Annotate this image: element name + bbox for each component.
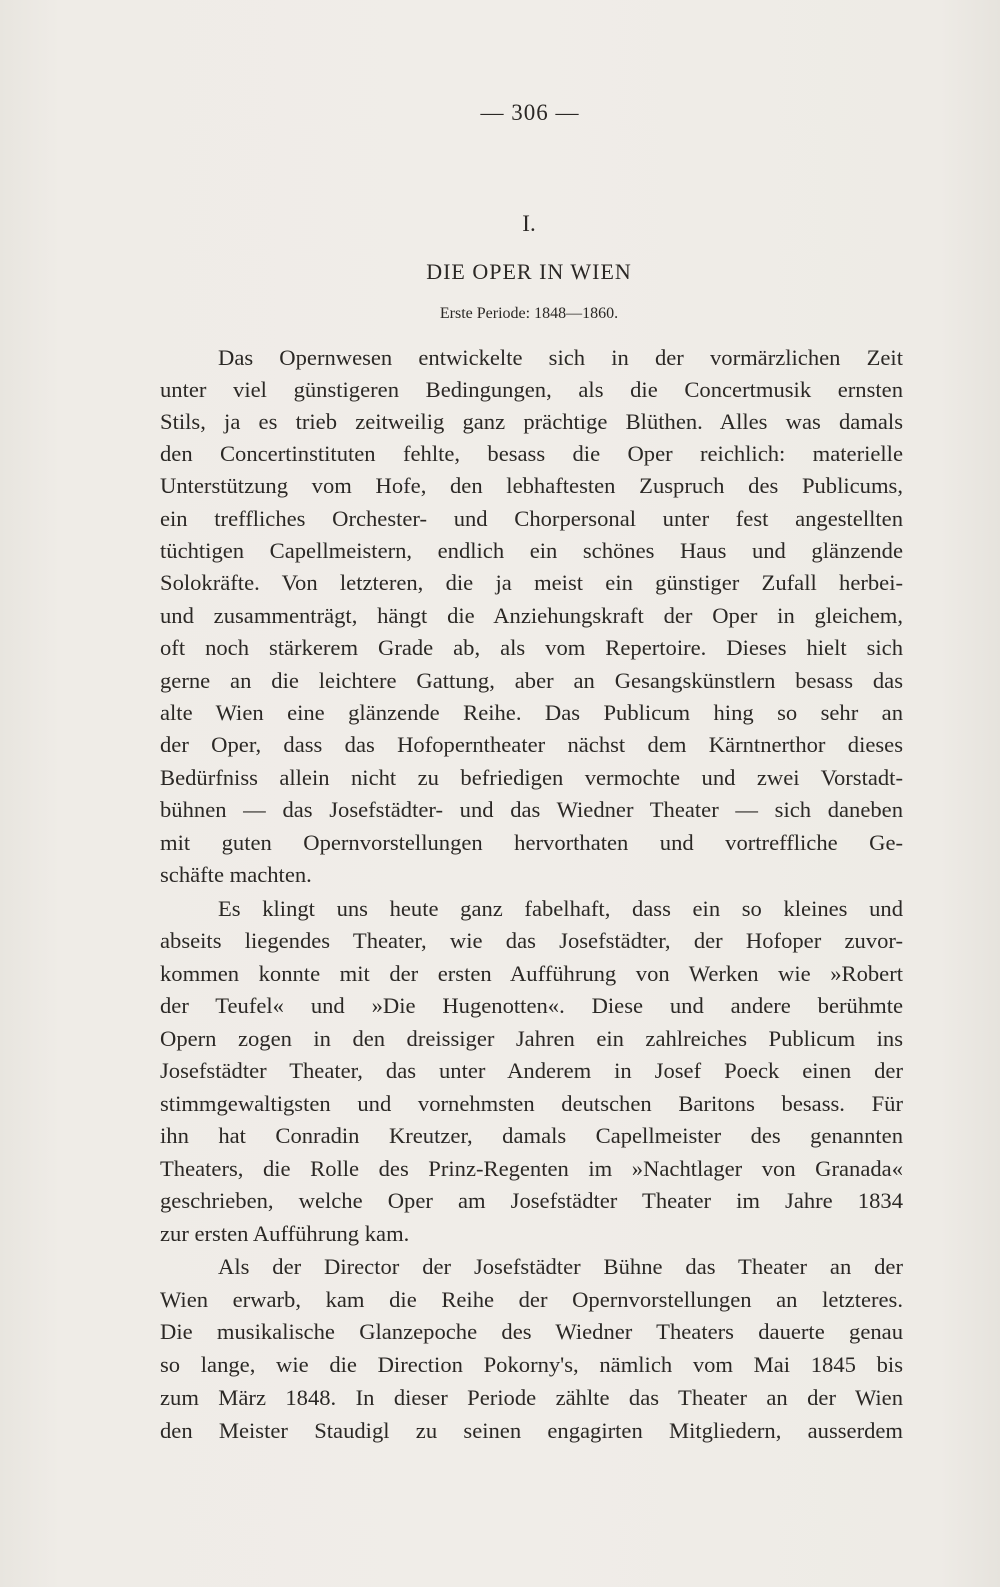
chapter-subtitle: Erste Periode: 1848—1860. <box>439 305 619 322</box>
text-line: Solokräfte. Von letzteren, die ja meist ein günstiger Zufall herbei- <box>160 570 903 595</box>
text-line: zum März 1848. In dieser Periode zählte das Theater an der Wien <box>160 1385 903 1410</box>
text-line: geschrieben, welche Oper am Josefstädter Theater im Jahre 1834 <box>160 1188 903 1213</box>
text-line: so lange, wie die Direction Pokorny's, nämlich vom Mai 1845 bis <box>160 1352 903 1377</box>
text-line: und zusammenträgt, hängt die Anziehungskraft der Oper in gleichem, <box>160 603 903 628</box>
text-line: Josefstädter Theater, das unter Anderem in Josef Poeck einen der <box>160 1058 903 1083</box>
text-line: bühnen — das Josefstädter- und das Wiedner Theater — sich daneben <box>160 797 903 822</box>
text-line: gerne an die leichtere Gattung, aber an Gesangskünstlern besass das <box>160 668 903 693</box>
text-line: den Concertinstituten fehlte, besass die Oper reichlich: materielle <box>160 441 903 466</box>
text-line: Wien erwarb, kam die Reihe der Opernvorstellungen an letzteres. <box>160 1287 903 1312</box>
text-line: stimmgewaltigsten und vornehmsten deutschen Baritons besass. Für <box>160 1091 903 1116</box>
text-line: kommen konnte mit der ersten Aufführung von Werken wie »Robert <box>160 961 903 986</box>
text-line: oft noch stärkerem Grade ab, als vom Repertoire. Dieses hielt sich <box>160 635 903 660</box>
text-line: zur ersten Aufführung kam. <box>160 1221 410 1246</box>
text-line: Opern zogen in den dreissiger Jahren ein zahlreiches Publicum ins <box>160 1026 903 1051</box>
text-line: schäfte machten. <box>160 862 312 887</box>
text-line: Die musikalische Glanzepoche des Wiedner Theaters dauerte genau <box>160 1319 903 1344</box>
text-line: Bedürfniss allein nicht zu befriedigen vermochte und zwei Vorstadt- <box>160 765 903 790</box>
text-line: unter viel günstigeren Bedingungen, als die Concertmusik ernsten <box>160 377 903 402</box>
text-line: Als der Director der Josefstädter Bühne das Theater an der <box>218 1254 903 1279</box>
text-line: Stils, ja es trieb zeitweilig ganz prächtige Blüthen. Alles was damals <box>160 409 903 434</box>
text-line: den Meister Staudigl zu seinen engagirten Mitgliedern, ausserdem <box>160 1418 903 1443</box>
text-line: ihn hat Conradin Kreutzer, damals Capellmeister des genannten <box>160 1123 903 1148</box>
text-line: tüchtigen Capellmeistern, endlich ein schönes Haus und glänzende <box>160 538 903 563</box>
text-line: der Teufel« und »Die Hugenotten«. Diese und andere berühmte <box>160 993 903 1018</box>
text-line: mit guten Opernvorstellungen hervorthaten und vortreffliche Ge- <box>160 830 903 855</box>
chapter-title: DIE OPER IN WIEN <box>426 259 632 284</box>
text-line: Theaters, die Rolle des Prinz-Regenten im »Nachtlager von Granada« <box>160 1156 903 1181</box>
text-line: ein treffliches Orchester- und Chorpersonal unter fest angestellten <box>160 506 903 531</box>
section-number: I. <box>522 211 536 236</box>
text-line: alte Wien eine glänzende Reihe. Das Publicum hing so sehr an <box>160 700 903 725</box>
text-line: Es klingt uns heute ganz fabelhaft, dass ein so kleines und <box>218 896 903 921</box>
text-line: Unterstützung vom Hofe, den lebhaftesten Zuspruch des Publicums, <box>160 473 903 498</box>
text-line: Das Opernwesen entwickelte sich in der vormärzlichen Zeit <box>218 345 903 370</box>
text-line: der Oper, dass das Hofoperntheater nächst dem Kärntnerthor dieses <box>160 732 903 757</box>
text-line: abseits liegendes Theater, wie das Josefstädter, der Hofoper zuvor- <box>160 928 903 953</box>
page-number: — 306 — <box>480 100 580 125</box>
